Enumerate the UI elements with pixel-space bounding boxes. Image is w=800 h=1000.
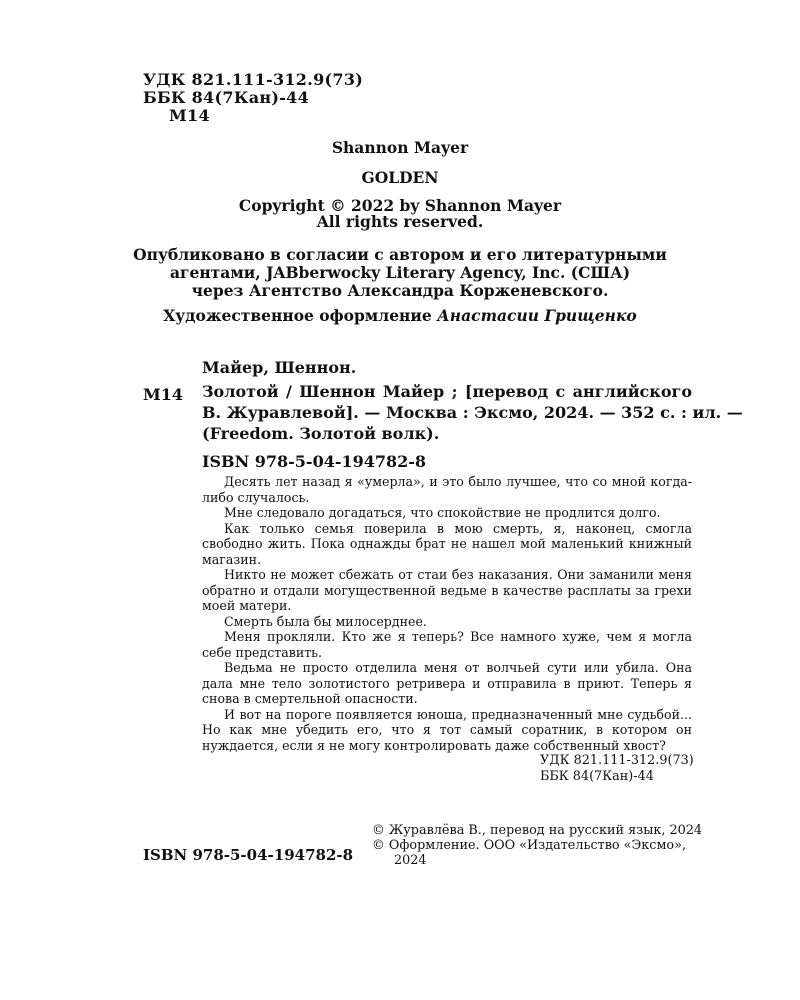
catalog-line2: В. Журавлевой]. — Москва : Эксмо, 2024. — 352 с. : ил. — [202, 403, 743, 422]
original-title: GOLDEN [361, 168, 439, 187]
bbk-code-repeat: ББК 84(7Кан)-44 [540, 769, 654, 784]
annotation [202, 474, 692, 753]
annotation-paragraph: И вот на пороге появляется юноша, предназначенный мне судьбой... Но как мне убедить его, что я тот самый соратник, в котором он нуждается, если я не могу контролировать даже собственный хвост? [202, 706, 692, 753]
udk-code-repeat: УДК 821.111-312.9(73) [540, 753, 694, 768]
annotation-paragraph: Как только семья поверила в мою смерть, я, наконец, смогла свободно жить. Пока однажды брат не нашел мой маленький книжный магазин. [202, 520, 692, 567]
annotation-paragraph: Ведьма не просто отделила меня от волчьей сути или убила. Она дала мне тело золотистого ретривера и отправила в приют. Теперь я снова в смертельной опасности. [202, 660, 692, 706]
udk-code: УДК 821.111-312.9(73) [143, 70, 364, 89]
author-mark: М14 [169, 106, 210, 125]
catalog-line1: Золотой / Шеннон Майер ; [перевод с английского [202, 382, 692, 401]
publication-note-line1: Опубликовано в согласии с автором и его литературными [133, 245, 667, 264]
annotation-paragraph: Меня прокляли. Кто же я теперь? Все намного хуже, чем я могла себе представить. [202, 629, 692, 660]
bbk-code: ББК 84(7Кан)-44 [143, 88, 310, 107]
design-copyright: © Оформление. ООО «Издательство «Эксмо», [372, 838, 687, 853]
designer-name: Анастасии Грищенко [437, 306, 637, 325]
rights-line: All rights reserved. [316, 212, 484, 231]
annotation-paragraph: Никто не может сбежать от стаи без наказания. Они заманили меня обратно и отдали могущественной ведьме в качестве расплаты за грехи моей матери. [202, 567, 692, 613]
design-copyright-year: 2024 [394, 853, 427, 868]
catalog-author-heading: Майер, Шеннон. [202, 358, 357, 377]
annotation-paragraph: Десять лет назад я «умерла», и это было лучшее, что со мной когда-либо случалось. [202, 474, 692, 505]
catalog-line3: (Freedom. Золотой волк). [202, 424, 440, 443]
annotation-paragraph: Мне следовало догадаться, что спокойствие не продлится долго. [224, 505, 661, 520]
original-author: Shannon Mayer [331, 138, 469, 157]
translation-copyright: © Журавлёва В., перевод на русский язык, 2024 [372, 823, 703, 838]
design-credit-label: Художественное оформление [163, 306, 432, 325]
design-credit [0, 306, 800, 325]
publication-note-line3: через Агентство Александра Корженевского. [191, 281, 609, 300]
publication-note-line2: агентами, JABberwocky Literary Agency, Inc. (США) [169, 263, 631, 282]
copyright-line: Copyright © 2022 by Shannon Mayer [238, 196, 562, 215]
annotation-paragraph: Смерть была бы милосерднее. [224, 613, 427, 629]
footer-isbn: ISBN 978-5-04-194782-8 [143, 846, 354, 864]
catalog-mark: М14 [143, 385, 183, 404]
catalog-isbn: ISBN 978-5-04-194782-8 [202, 452, 427, 471]
